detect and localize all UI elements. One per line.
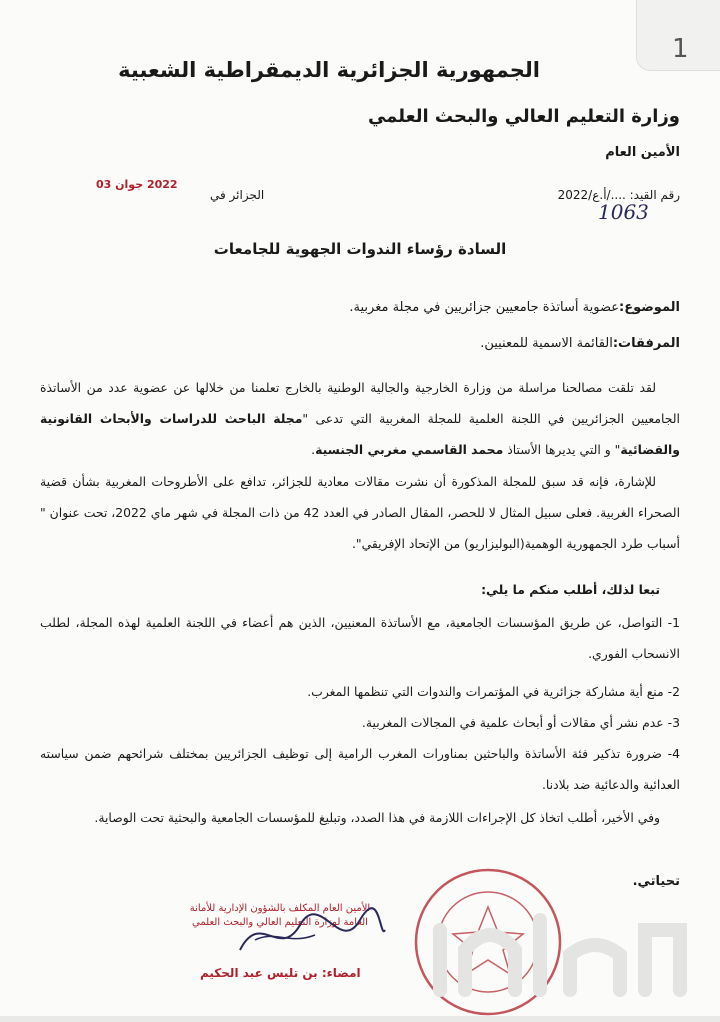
handwritten-signature: [230, 900, 390, 970]
intro-text-b: " و التي يديرها الأستاذ: [503, 442, 621, 457]
paragraph-intro: [40, 372, 680, 465]
reference-number: رقم القيد: ..../أ.ع/2022: [557, 188, 680, 202]
page-number: 1: [672, 34, 689, 64]
intro-text-c: .: [311, 442, 316, 457]
paragraph-request: تبعا لذلك، أطلب منكم ما يلي:: [481, 582, 660, 597]
attachments-text: القائمة الاسمية للمعنيين.: [480, 336, 613, 351]
signatory-name: امضاء: بن تليس عبد الحكيم: [200, 966, 361, 980]
paragraph-closing: وفي الأخير، أطلب اتخاذ كل الإجراءات اللازمة في هذا الصدد، وتبليغ للمؤسسات الجامعية والبحثية تحت الوصاية.: [94, 810, 660, 825]
subject-label: الموضوع:: [619, 300, 680, 315]
intro-text-a: لقد تلقت مصالحنا مراسلة من وزارة الخارجية والجالية الوطنية بالخارج تعلمنا من خلالها عن عضوية عدد من الأساتذة الجامعيين الجزائريين في اللجنة العلمية للمجلة المغربية التي تدعى ": [40, 380, 680, 426]
subject-line: [349, 300, 680, 315]
list-item-1: 1- التواصل، عن طريق المؤسسات الجامعية، مع الأساتذة المعنيين، الذين هم أعضاء في اللجنة العلمية لهذه المجلة، لطلب الانسحاب الفوري.: [40, 615, 680, 661]
list-item-4: 4- ضرورة تذكير فئة الأساتذة والباحثين بمناورات المغرب الرامية إلى توظيف الجزائريين بمختلف شرائحهم ضمن سياسته العدائية والدعائية ضد بلادنا.: [40, 746, 680, 792]
watermark-logo: [420, 900, 710, 1010]
header-republic: الجمهورية الجزائرية الديمقراطية الشعبية: [118, 58, 540, 82]
handwritten-number: 1063: [598, 200, 649, 224]
place-date: الجزائر في: [210, 188, 265, 202]
list-item-3: 3- عدم نشر أي مقالات أو أبحاث علمية في المجالات المغربية.: [361, 715, 680, 730]
header-office: الأمين العام: [605, 145, 680, 160]
attachments-line: [480, 336, 680, 351]
addressee: السادة رؤساء الندوات الجهوية للجامعات: [213, 240, 507, 258]
journal-name: مجلة الباحث للدراسات والأبحاث القانونية والقضائية: [40, 411, 680, 457]
header-ministry: وزارة التعليم العالي والبحث العلمي: [367, 106, 680, 127]
attachments-label: المرفقات:: [612, 336, 680, 351]
paragraph-note: للإشارة، فإنه قد سبق للمجلة المذكورة أن نشرت مقالات معادية للجزائر، تدافع على الأطروحات المغربية بشأن قضية الصحراء الغربية. فعلى سبيل المثال لا للحصر، المقال الصادر في العدد 42 من ذات المجلة في شهر ماي 2022، تحت عنوان " أسباب طرد الجمهورية الوهمية(البوليزاريو) من الإتحاد الإفريقي".: [40, 474, 681, 551]
list-item-2: 2- منع أية مشاركة جزائرية في المؤتمرات والندوات التي تنظمها المغرب.: [307, 684, 680, 699]
date-stamp: 2022 جوان 03: [96, 178, 178, 191]
greeting: تحياتي.: [632, 874, 680, 889]
director-name: محمد القاسمي مغربي الجنسية: [315, 442, 504, 457]
signatory-title: الأمين العام المكلف بالشؤون الإدارية للأمانة العامة لوزارة التعليم العالي والبحث العلمي: [189, 903, 371, 928]
subject-text: عضوية أساتذة جامعيين جزائريين في مجلة مغربية.: [349, 300, 619, 315]
